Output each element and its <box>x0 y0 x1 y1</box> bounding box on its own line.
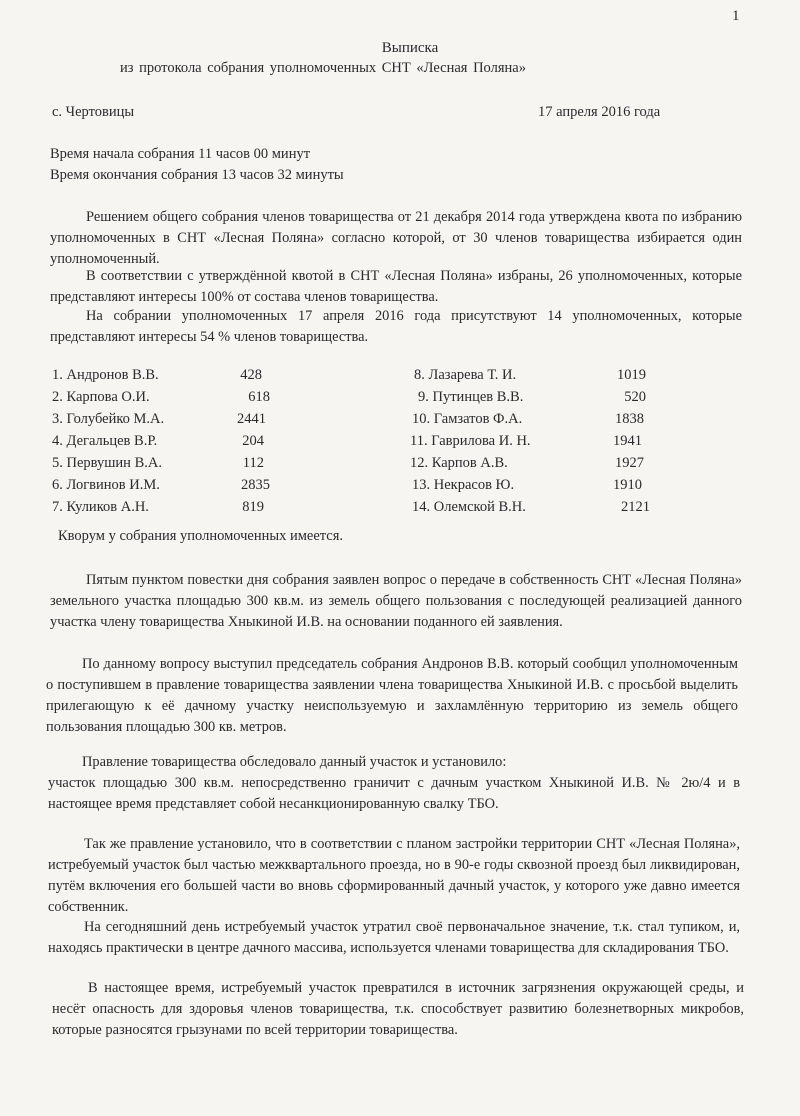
attendee-name: 5. Первушин В.А. <box>52 455 162 471</box>
meeting-place: с. Чертовицы <box>52 104 135 120</box>
document-subtitle: из протокола собрания уполномоченных СНТ «Лесная Поляна» <box>120 60 526 76</box>
attendee-plot-number: 1838 <box>615 411 644 427</box>
attendee-name: 3. Голубейко М.А. <box>52 411 165 427</box>
board-inspection-paragraph: Правление товарищества обследовало данный участок и установило: <box>82 754 507 770</box>
attendee-name: 2. Карпова О.И. <box>52 389 150 405</box>
attendee-name: 14. Олемской В.Н. <box>412 499 526 515</box>
attendee-name: 11. Гаврилова И. Н. <box>410 433 531 449</box>
attendee-plot-number: 520 <box>624 389 646 405</box>
quorum-statement: Кворум у собрания уполномоченных имеется. <box>58 528 344 544</box>
pollution-paragraph: В настоящее время, истребуемый участок превратился в источник загрязнения окружающей среды, и несёт опасность для здоровья членов товарищества, т.к. способствует развитию болезнетворных микробов, которые разносятся грызунами по всей территории товарищества. <box>52 980 744 1038</box>
attendee-name: 1. Андронов В.В. <box>52 367 159 383</box>
intro-paragraph-present: На собрании уполномоченных 17 апреля 2016 года присутствуют 14 уполномоченных, которые представляют интересы 54 % членов товарищества. <box>50 308 742 345</box>
page-number: 1 <box>732 8 740 24</box>
meeting-date: 17 апреля 2016 года <box>538 104 661 120</box>
attendee-plot-number: 819 <box>242 499 264 515</box>
attendee-plot-number: 2121 <box>621 499 650 515</box>
attendee-plot-number: 2441 <box>237 411 266 427</box>
attendee-name: 6. Логвинов И.М. <box>52 477 160 493</box>
attendee-name: 13. Некрасов Ю. <box>412 477 515 493</box>
intro-paragraph-elected: В соответствии с утверждённой квотой в СНТ «Лесная Поляна» избраны, 26 уполномоченных, которые представляют интересы 100% от состава членов товарищества. <box>50 268 742 305</box>
attendee-plot-number: 618 <box>248 389 270 405</box>
attendee-plot-number: 1927 <box>615 455 644 471</box>
attendee-plot-number: 1941 <box>613 433 642 449</box>
current-state-paragraph: На сегодняшний день истребуемый участок утратил своё первоначальное значение, т.к. стал тупиком, и, находясь практически в центре дачного массива, используется членами товарищества для складирования ТБО. <box>48 919 740 956</box>
attendee-item <box>410 430 642 452</box>
zoning-history-paragraph: Так же правление установило, что в соответствии с планом застройки территории СНТ «Лесная Поляна», истребуемый участок был частью межквартального проезда, но в 90-е годы сквозной проезд был ликвидирован, путём включения его большей части во вновь сформированный дачный участок, у которого уже давно имеется собственник. <box>48 836 740 915</box>
attendee-item <box>412 408 644 430</box>
attendee-item <box>412 496 650 518</box>
attendee-plot-number: 112 <box>242 455 264 471</box>
attendee-name: 7. Куликов А.Н. <box>52 499 149 515</box>
attendee-item <box>52 452 264 474</box>
end-time: Время окончания собрания 13 часов 32 минуты <box>50 167 344 183</box>
attendee-plot-number: 1910 <box>613 477 642 493</box>
attendee-item <box>410 452 644 474</box>
attendee-plot-number: 1019 <box>617 367 646 383</box>
attendee-plot-number: 2835 <box>241 477 270 493</box>
attendee-item <box>418 386 646 408</box>
attendee-plot-number: 428 <box>240 367 262 383</box>
attendee-item <box>52 496 264 518</box>
attendee-item <box>52 386 270 408</box>
intro-paragraph-quota: Решением общего собрания членов товарищества от 21 декабря 2014 года утверждена квота по избранию уполномоченных в СНТ «Лесная Поляна» согласно которой, от 30 членов товарищества избирается один уполномоченный. <box>50 209 742 267</box>
attendee-name: 4. Дегальцев В.Р. <box>52 433 158 449</box>
agenda-item-paragraph: Пятым пунктом повестки дня собрания заявлен вопрос о передаче в собственность СНТ «Лесная Поляна» земельного участка площадью 300 кв.м. из земель общего пользования с последующей реализацией данного участка члену товарищества Хныкиной И.В. на основании поданного ей заявления. <box>50 572 742 630</box>
attendee-item <box>52 364 262 386</box>
attendee-name: 12. Карпов А.В. <box>410 455 508 471</box>
chairman-speech-paragraph: По данному вопросу выступил председатель собрания Андронов В.В. который сообщил уполномоченным о поступившем в правление товарищества заявлении члена товарищества Хныкиной И.В. с просьбой выделить прилегающую к её дачному участку неиспользуемую и захламлённую территорию из земель общего пользования площадью 300 кв. метров. <box>46 656 738 735</box>
attendee-plot-number: 204 <box>242 433 264 449</box>
document-title: Выписка <box>381 40 439 56</box>
attendee-item <box>412 474 642 496</box>
start-time: Время начала собрания 11 часов 00 минут <box>50 146 311 162</box>
attendee-item <box>52 474 270 496</box>
attendee-item <box>52 408 266 430</box>
attendee-item <box>52 430 264 452</box>
attendee-name: 10. Гамзатов Ф.А. <box>412 411 523 427</box>
plot-description-paragraph: участок площадью 300 кв.м. непосредственно граничит с дачным участком Хныкиной И.В. № 2ю/4 и в настоящее время представляет собой несанкционированную свалку ТБО. <box>48 775 740 812</box>
attendee-name: 9. Путинцев В.В. <box>418 389 524 405</box>
attendee-item <box>414 364 646 386</box>
attendee-name: 8. Лазарева Т. И. <box>414 367 517 383</box>
